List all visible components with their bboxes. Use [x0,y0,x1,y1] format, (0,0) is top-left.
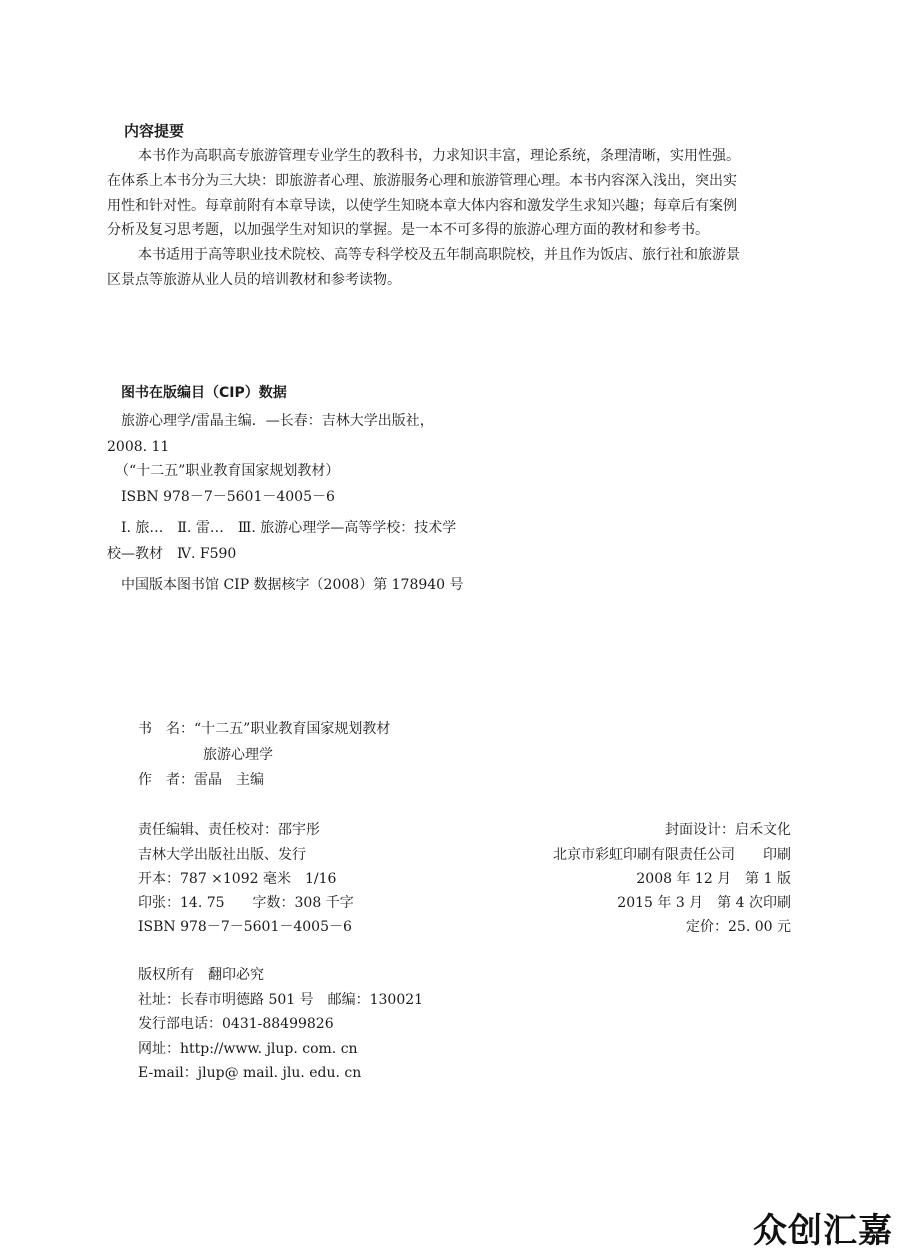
summary-line: 分析及复习思考题，以加强学生对知识的掌握。是一本不可多得的旅游心理方面的教材和参考书。 [107,222,709,238]
publisher-email: E-mail：jlup@ mail. jlu. edu. cn [138,1065,362,1081]
publishing-left-line: 吉林大学出版社出版、发行 [138,847,306,863]
summary-heading: 内容提要 [124,122,185,140]
publishing-left-line: ISBN 978－7－5601－4005－6 [138,919,352,935]
cip-heading: 图书在版编目（CIP）数据 [121,385,287,401]
cip-line: 2008. 11 [107,439,170,455]
publishing-right-line: 定价：25. 00 元 [686,919,791,935]
publishing-right-line: 封面设计：启禾文化 [665,822,791,838]
publisher-address: 社址：长春市明德路 501 号 邮编：130021 [138,992,424,1008]
copyright-notice: 版权所有 翻印必究 [138,967,264,983]
cip-line: 校—教材 Ⅳ. F590 [107,546,237,562]
cip-line: ISBN 978－7－5601－4005－6 [121,489,335,505]
summary-line: 在体系上本书分为三大块：即旅游者心理、旅游服务心理和旅游管理心理。本书内容深入浅出，突出实 [107,173,737,189]
summary-line: 用性和针对性。每章前附有本章导读，以使学生知晓本章大体内容和激发学生求知兴趣；每章后有案例 [107,198,737,214]
book-title-line: 旅游心理学 [203,747,273,763]
publishing-right-line: 2008 年 12 月 第 1 版 [636,871,791,887]
publisher-website: 网址：http://www. jlup. com. cn [138,1041,358,1057]
publisher-phone: 发行部电话：0431-88499826 [138,1016,334,1032]
publishing-right-line: 2015 年 3 月 第 4 次印刷 [617,895,791,911]
book-title-line: 书 名：“十二五”职业教育国家规划教材 [138,721,391,737]
publishing-left-line: 开本：787 ×1092 毫米 1/16 [138,871,337,887]
publishing-right-line: 北京市彩虹印刷有限责任公司 印刷 [553,847,791,863]
cip-line: 旅游心理学/雷晶主编．—长春：吉林大学出版社， [121,413,434,429]
summary-line: 本书作为高职高专旅游管理专业学生的教科书，力求知识丰富，理论系统，条理清晰，实用性强。 [138,148,740,164]
cip-line: Ⅰ. 旅… Ⅱ. 雷… Ⅲ. 旅游心理学—高等学校：技术学 [121,520,457,536]
summary-line: 区景点等旅游从业人员的培训教材和参考读物。 [107,272,401,288]
publishing-left-line: 印张：14. 75 字数：308 千字 [138,895,354,911]
book-author-line: 作 者：雷晶 主编 [138,772,264,788]
cip-line: 中国版本图书馆 CIP 数据核字（2008）第 178940 号 [121,577,464,593]
publishing-left-line: 责任编辑、责任校对：邵宇彤 [138,822,320,838]
cip-line: （“十二五”职业教育国家规划教材） [115,463,340,479]
summary-line: 本书适用于高等职业技术院校、高等专科学校及五年制高职院校，并且作为饭店、旅行社和旅游景 [138,247,740,263]
watermark-logo: 众创汇嘉 [753,1211,893,1251]
